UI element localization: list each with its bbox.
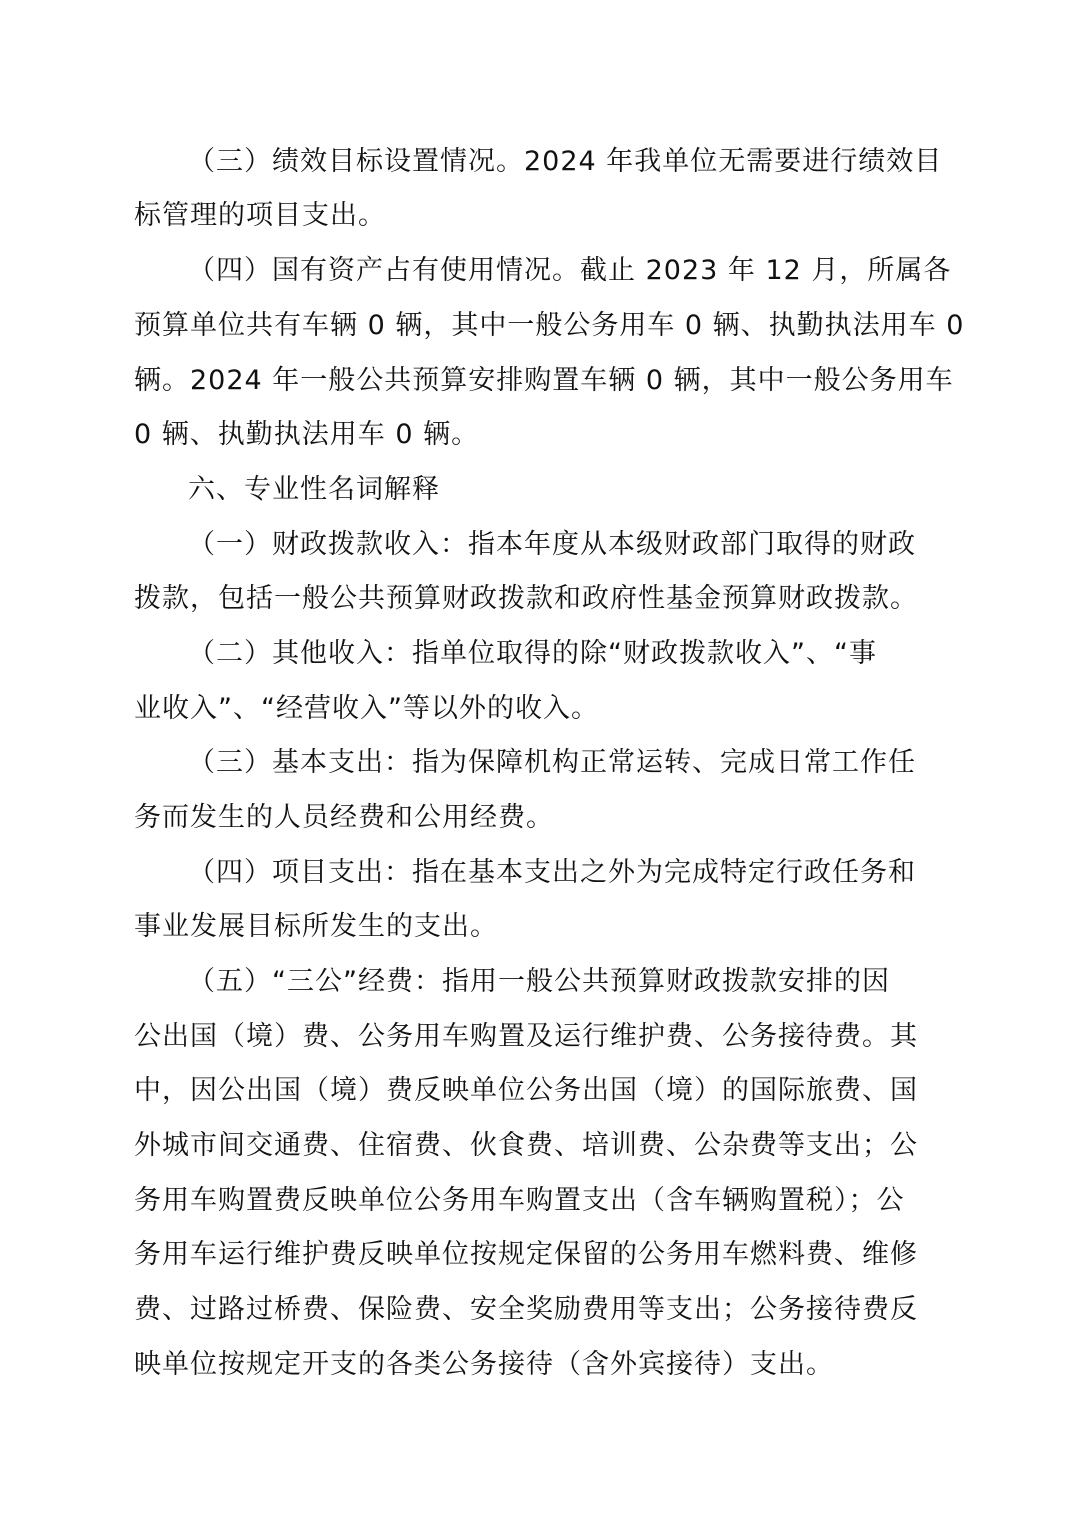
section-heading-terms: 六、专业性名词解释 [188, 474, 440, 505]
term-three-public-line-7: 费、过路过桥费、保险费、安全奖励费用等支出；公务接待费反 [134, 1294, 918, 1325]
term-three-public-line-5: 务用车购置费反映单位公务用车购置支出（含车辆购置税）；公 [134, 1185, 905, 1216]
term-other-income-line-2: 业收入”、“经营收入”等以外的收入。 [134, 693, 599, 724]
paragraph-state-assets-line-4: 0 辆、执勤执法用车 0 辆。 [134, 419, 480, 450]
term-three-public-line-6: 务用车运行维护费反映单位按规定保留的公务用车燃料费、维修 [134, 1239, 918, 1270]
paragraph-state-assets-line-2: 预算单位共有车辆 0 辆，其中一般公务用车 0 辆、执勤执法用车 0 [134, 310, 965, 341]
term-basic-expenditure-line-2: 务而发生的人员经费和公用经费。 [134, 802, 554, 833]
term-project-expenditure-line-2: 事业发展目标所发生的支出。 [134, 911, 498, 942]
paragraph-state-assets-line-1: （四）国有资产占有使用情况。截止 2023 年 12 月，所属各 [188, 255, 952, 286]
term-fiscal-appropriation-line-2: 拨款，包括一般公共预算财政拨款和政府性基金预算财政拨款。 [134, 583, 918, 614]
paragraph-performance-target-line-2: 标管理的项目支出。 [134, 200, 386, 231]
term-three-public-line-4: 外城市间交通费、住宿费、伙食费、培训费、公杂费等支出；公 [134, 1130, 918, 1161]
term-fiscal-appropriation-line-1: （一）财政拨款收入：指本年度从本级财政部门取得的财政 [188, 529, 916, 560]
term-project-expenditure-line-1: （四）项目支出：指在基本支出之外为完成特定行政任务和 [188, 857, 916, 888]
term-three-public-line-3: 中，因公出国（境）费反映单位公务出国（境）的国际旅费、国 [134, 1075, 918, 1106]
term-three-public-line-2: 公出国（境）费、公务用车购置及运行维护费、公务接待费。其 [134, 1021, 918, 1052]
term-other-income-line-1: （二）其他收入：指单位取得的除“财政拨款收入”、“事 [188, 638, 877, 669]
paragraph-performance-target-line-1: （三）绩效目标设置情况。2024 年我单位无需要进行绩效目 [188, 146, 943, 177]
paragraph-state-assets-line-3: 辆。2024 年一般公共预算安排购置车辆 0 辆，其中一般公务用车 [134, 365, 954, 396]
term-three-public-line-8: 映单位按规定开支的各类公务接待（含外宾接待）支出。 [134, 1349, 834, 1380]
term-basic-expenditure-line-1: （三）基本支出：指为保障机构正常运转、完成日常工作任 [188, 747, 916, 778]
term-three-public-line-1: （五）“三公”经费：指用一般公共预算财政拨款安排的因 [188, 966, 890, 997]
